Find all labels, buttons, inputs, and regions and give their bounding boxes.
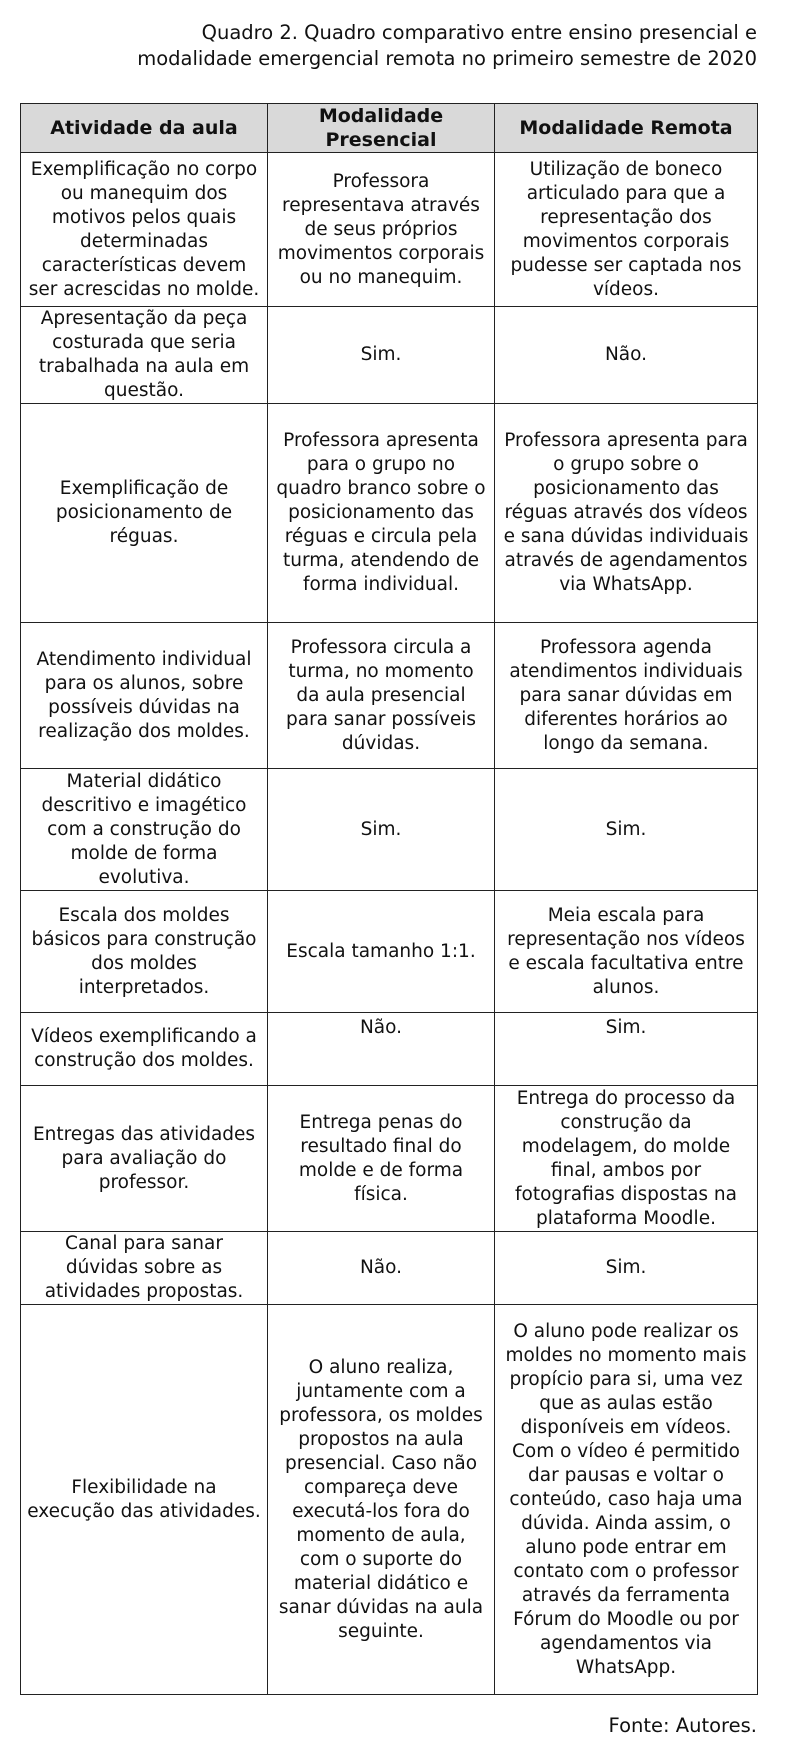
cell-activity: Entregas das atividades para avaliação do professor. xyxy=(21,1086,268,1232)
table-row xyxy=(21,891,758,1013)
cell-remote: Não. xyxy=(495,307,758,404)
table-row xyxy=(21,1305,758,1695)
cell-activity: Canal para sanar dúvidas sobre as atividades propostas. xyxy=(21,1232,268,1305)
table-row xyxy=(21,404,758,623)
cell-activity: Apresentação da peça costurada que seria trabalhada na aula em questão. xyxy=(21,307,268,404)
cell-activity: Escala dos moldes básicos para construção dos moldes interpretados. xyxy=(21,891,268,1013)
cell-in-person: O aluno realiza, juntamente com a professora, os moldes propostos na aula presencial. Caso não compareça deve executá-los fora do momento de aula, com o suporte do material didático e sanar dúvidas na aula seguinte. xyxy=(268,1305,495,1695)
cell-in-person: Professora representava através de seus próprios movimentos corporais ou no manequim. xyxy=(268,153,495,307)
caption-line-2: modalidade emergencial remota no primeiro semestre de 2020 xyxy=(137,47,757,70)
comparison-table xyxy=(20,103,758,1695)
cell-in-person: Não. xyxy=(268,1013,495,1086)
cell-remote: O aluno pode realizar os moldes no momento mais propício para si, uma vez que as aulas estão disponíveis em vídeos. Com o vídeo é permitido dar pausas e voltar o conteúdo, caso haja uma dúvida. Ainda assim, o aluno pode entrar em contato com o professor através da ferramenta Fórum do Moodle ou por agendamentos via WhatsApp. xyxy=(495,1305,758,1695)
table-row xyxy=(21,153,758,307)
cell-activity: Material didático descritivo e imagético com a construção do molde de forma evolutiva. xyxy=(21,769,268,891)
cell-remote: Meia escala para representação nos vídeos e escala facultativa entre alunos. xyxy=(495,891,758,1013)
table-row xyxy=(21,1086,758,1232)
cell-remote: Sim. xyxy=(495,1232,758,1305)
table-caption xyxy=(20,20,757,72)
cell-in-person: Professora circula a turma, no momento da aula presencial para sanar possíveis dúvidas. xyxy=(268,623,495,769)
cell-in-person: Entrega penas do resultado final do molde e de forma física. xyxy=(268,1086,495,1232)
caption-line-1: Quadro 2. Quadro comparativo entre ensino presencial e xyxy=(201,21,757,44)
cell-remote: Entrega do processo da construção da modelagem, do molde final, ambos por fotografias dispostas na plataforma Moodle. xyxy=(495,1086,758,1232)
table-row xyxy=(21,1232,758,1305)
cell-remote: Professora agenda atendimentos individuais para sanar dúvidas em diferentes horários ao longo da semana. xyxy=(495,623,758,769)
cell-activity: Exemplificação no corpo ou manequim dos motivos pelos quais determinadas características devem ser acrescidas no molde. xyxy=(21,153,268,307)
cell-activity: Flexibilidade na execução das atividades. xyxy=(21,1305,268,1695)
cell-in-person: Professora apresenta para o grupo no quadro branco sobre o posicionamento das réguas e circula pela turma, atendendo de forma individual. xyxy=(268,404,495,623)
cell-in-person: Não. xyxy=(268,1232,495,1305)
header-in-person: Modalidade Presencial xyxy=(268,104,495,153)
cell-activity: Vídeos exemplificando a construção dos moldes. xyxy=(21,1013,268,1086)
table-source: Fonte: Autores. xyxy=(608,1714,757,1737)
cell-remote: Utilização de boneco articulado para que a representação dos movimentos corporais pudesse ser captada nos vídeos. xyxy=(495,153,758,307)
table-header-row xyxy=(21,104,758,153)
cell-remote: Sim. xyxy=(495,1013,758,1086)
cell-in-person: Sim. xyxy=(268,307,495,404)
table-row xyxy=(21,623,758,769)
cell-remote: Sim. xyxy=(495,769,758,891)
table-row xyxy=(21,769,758,891)
cell-activity: Atendimento individual para os alunos, sobre possíveis dúvidas na realização dos moldes. xyxy=(21,623,268,769)
table-row xyxy=(21,307,758,404)
cell-in-person: Escala tamanho 1:1. xyxy=(268,891,495,1013)
cell-in-person: Sim. xyxy=(268,769,495,891)
cell-activity: Exemplificação de posicionamento de réguas. xyxy=(21,404,268,623)
header-activity: Atividade da aula xyxy=(21,104,268,153)
cell-remote: Professora apresenta para o grupo sobre o posicionamento das réguas através dos vídeos e sana dúvidas individuais através de agendamentos via WhatsApp. xyxy=(495,404,758,623)
table-row xyxy=(21,1013,758,1086)
header-remote: Modalidade Remota xyxy=(495,104,758,153)
